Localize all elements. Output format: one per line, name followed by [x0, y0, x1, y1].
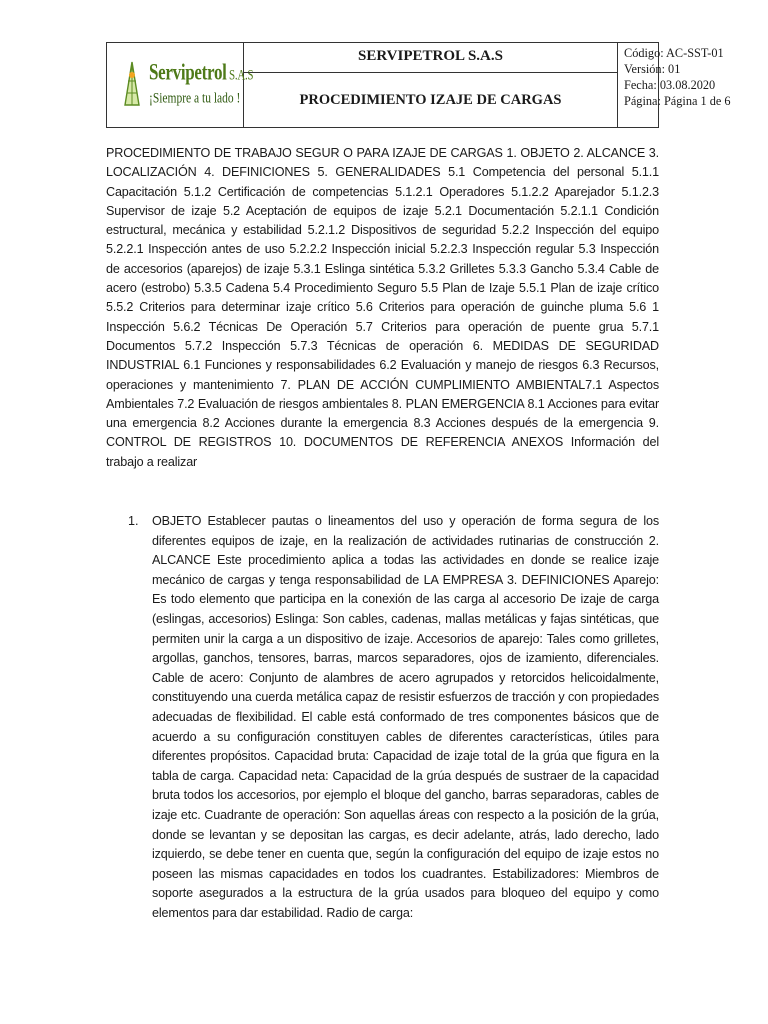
procedure-title: PROCEDIMIENTO IZAJE DE CARGAS: [244, 73, 618, 127]
company-logo: [119, 55, 254, 115]
list-item-number: 1.: [128, 514, 139, 528]
document-meta: [618, 43, 758, 127]
oil-derrick-logo-icon: [123, 61, 141, 107]
logo-slogan: ¡Siempre a tu lado !: [149, 91, 241, 106]
list-item: [106, 512, 659, 923]
section-list: [106, 512, 659, 923]
company-name: SERVIPETROL S.A.S: [244, 43, 618, 73]
document-date: Fecha: 03.08.2020: [624, 78, 716, 92]
document-code: Código: AC-SST-01: [624, 46, 724, 60]
logo-cell: [107, 43, 254, 127]
document-version: Versión: 01: [624, 62, 681, 76]
table-of-contents-paragraph: PROCEDIMIENTO DE TRABAJO SEGUR O PARA IZAJE DE CARGAS 1. OBJETO 2. ALCANCE 3. LOCALIZACIÓN 4. DEFINICIONES 5. GENERALIDADES 5.1 Competencia del personal 5.1.1 Capacitación 5.1.2 Certificación de competencias 5.1.2.1 Operadores 5.1.2.2 Aparejador 5.1.2.3 Supervisor de izaje 5.2 Aceptación de equipos de izaje 5.2.1 Documentación 5.2.1.1 Condición estructural, mecánica y estabilidad 5.2.1.2 Dispositivos de seguridad 5.2.2 Inspección del equipo 5.2.2.1 Inspección antes de uso 5.2.2.2 Inspección inicial 5.2.2.3 Inspección regular 5.3 Inspección de accesorios (aparejos) de izaje 5.3.1 Eslinga sintética 5.3.2 Grilletes 5.3.3 Gancho 5.3.4 Cable de acero (estrobo) 5.3.5 Cadena 5.4 Procedimiento Seguro 5.5 Plan de Izaje 5.5.1 Plan de izaje crítico 5.5.2 Criterios para determinar izaje crítico 5.6 Criterios para operación de guinche pluma 5.6 1 Inspección 5.6.2 Técnicas De Operación 5.7 Criterios para operación de puente grua 5.7.1 Documentos 5.7.2 Inspección 5.7.3 Técnicas de operación 6. MEDIDAS DE SEGURIDAD INDUSTRIAL 6.1 Funciones y responsabilidades 6.2 Evaluación y manejo de riesgos 6.3 Recursos, operaciones y mantenimiento 7. PLAN DE ACCIÓN CUMPLIMIENTO AMBIENTAL7.1 Aspectos Ambientales 7.2 Evaluación de riesgos ambientales 8. PLAN EMERGENCIA 8.1 Acciones para evitar una emergencia 8.2 Acciones durante la emergencia 8.3 Acciones después de la emergencia 9. CONTROL DE REGISTROS 10. DOCUMENTOS DE REFERENCIA ANEXOS Información del trabajo a realizar: [106, 146, 659, 469]
document-page: Página: Página 1 de 6: [624, 94, 731, 108]
document-header-table: [106, 42, 731, 128]
logo-brand: Servipetrol S.A.S: [149, 59, 254, 85]
list-item-text: OBJETO Establecer pautas o lineamentos del uso y operación de forma segura de los diferentes equipos de izaje, en la realización de actividades rutinarias de construcción 2. ALCANCE Este procedimiento aplica a todas las actividades en donde se realice izaje mecánico de cargas y tenga responsabilidad de LA EMPRESA 3. DEFINICIONES Aparejo: Es todo elemento que participa en la conexión de las carga al accesorio De izaje de carga (eslingas, accesorios) Eslinga: Son cables, cadenas, mallas metálicas y fajas sintéticas, que permiten unir la carga a un dispositivo de izaje. Accesorios de aparejo: Tales como grilletes, argollas, ganchos, tensores, barras, marcos separadores, ojos de izamiento, diferenciales. Cable de acero: Conjunto de alambres de acero agrupados y retorcidos helicoidalmente, constituyendo una cuerda metálica capaz de resistir esfuerzos de tracción y con propiedades adecuadas de flexibilidad. El cable está conformado de tres componentes básicos que de acuerdo a su configuración constituyen cables de diferentes características, útiles para diferentes propósitos. Capacidad bruta: Capacidad de izaje total de la grúa que figura en la tabla de carga. Capacidad neta: Capacidad de la grúa después de sustraer de la capacidad bruta todos los accesorios, por ejemplo el bloque del gancho, barras separadoras, cables de izaje etc. Cuadrante de operación: Son aquellas áreas con respecto a la posición de la grúa, donde se levantan y se depositan las cargas, es decir adelante, atrás, lado derecho, lado izquierdo, se debe tener en cuenta que, según la configuración del equipo de izaje estos no poseen las mismas capacidades en todos los cuadrantes. Estabilizadores: Miembros de soporte asegurados a la estructura de la grúa usados para bloqueo del equipo y como elementos para dar estabilidad. Radio de carga:: [152, 514, 659, 920]
